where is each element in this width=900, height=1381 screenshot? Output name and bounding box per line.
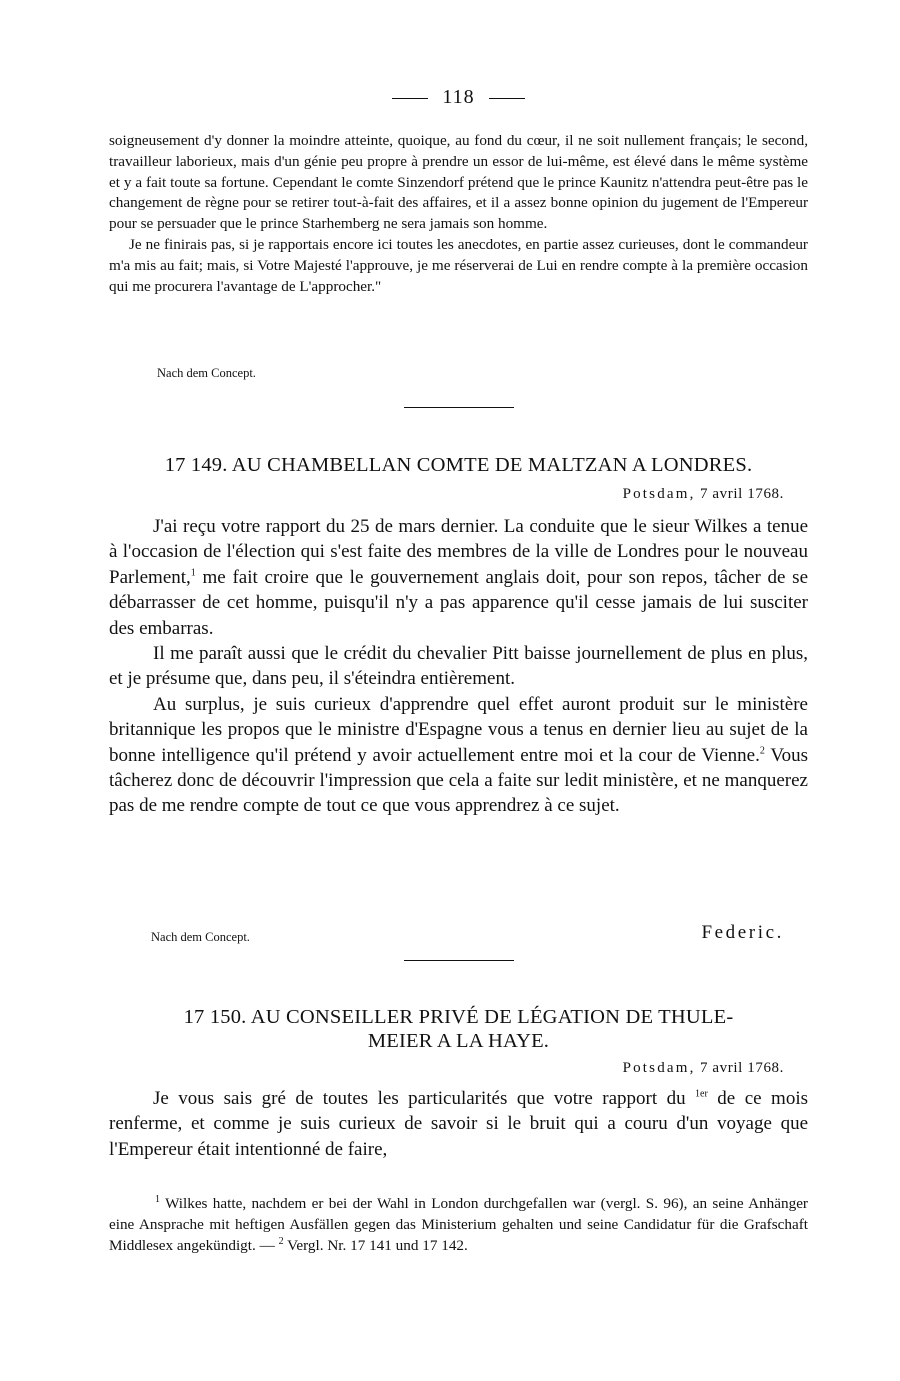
letter-17150-paragraph-1-text: Je vous sais gré de toutes les particularités que votre rapport du: [153, 1088, 696, 1109]
letter-17149-source-note: Nach dem Concept.: [151, 930, 250, 944]
letter-17149-title: 17 149. AU CHAMBELLAN COMTE DE MALTZAN A LONDRES.: [164, 454, 753, 476]
letter-17150-paragraph-1: [109, 1086, 808, 1162]
footnote-ref-2: 2: [759, 745, 765, 757]
letter-17149-body: [109, 514, 808, 819]
letter-17150-body: [109, 1086, 808, 1162]
letter-17149-dateline: [623, 486, 784, 503]
letter-17149-paragraph-3-text: Au surplus, je suis curieux d'apprendre quel effet auront produit sur le ministère britannique les propos que le ministre d'Espagne vous a tenus en dernier lieu au sujet de la bonne intelligence qu'il prétend y avoir actuellement entre moi et la cour de Vienne.: [109, 693, 808, 766]
footnote-1-text: Wilkes hatte, nachdem er bei der Wahl in London durchgefallen war (vergl. S. 96), an seine Anhänger eine Ansprache mit heftigen Ausfällen gegen das Ministerium gehalten und seine Candidatur für die Grafschaft Middlesex angekündigt.: [109, 1195, 808, 1254]
letter-17149-paragraph-2: Il me paraît aussi que le crédit du chevalier Pitt baisse journellement de plus en plus, et je présume que, dans peu, il s'éteindra entièrement.: [109, 643, 808, 690]
header-dash-left: [392, 98, 428, 99]
continuation-paragraph-2: Je ne finirais pas, si je rapportais encore ici toutes les anecdotes, en partie assez curieuses, dont le commandeur m'a mis au fait; mais, si Votre Majesté l'approuve, je me réserverai de Lui en rendre compte à la première occasion qui me procurera l'avantage de L'approcher.": [109, 235, 808, 295]
letter-17149-place: Potsdam,: [622, 486, 696, 502]
continuation-text: [109, 131, 808, 297]
letter-17150-date: 7 avril 1768.: [699, 1060, 784, 1076]
section-divider-2: [404, 960, 514, 961]
footnote-2-mark: 2: [278, 1235, 284, 1247]
letter-17149-signature: Federic.: [701, 922, 784, 943]
letter-17150-dateline: [623, 1060, 784, 1077]
continuation-source-note: Nach dem Concept.: [157, 366, 256, 380]
letter-17149-paragraph-3-text-cont: Vous tâcherez donc de découvrir l'impression que cela a faite sur ledit ministère, et ne manquerez pas de me rendre compte de tout ce que vous apprendrez à ce sujet.: [109, 744, 809, 817]
footnote-1: $^1$ Wilkes hatte, nachdem er bei der Wahl in London durchgefallen war (vergl. S. 96), an seine Anhänger eine Ansprache mit heftigen Ausfällen gegen das Ministerium gehalten und seine Candidatur für die Grafschaft Middlesex angekündigt. — $^2$ Vergl. Nr. 17 141 und 17 142.: [109, 1193, 808, 1254]
letter-17149-paragraph-1-text-cont: me fait croire que le gouvernement anglais doit, pour son repos, tâcher de se débarrasser de cet homme, puisqu'il n'y a pas apparence qu'il cesse jamais de lui susciter des embarras.: [109, 566, 808, 639]
section-divider-1: [404, 407, 514, 408]
letter-17150-title-line-1: 17 150. AU CONSEILLER PRIVÉ DE LÉGATION DE THULE-: [183, 1006, 734, 1028]
letter-17149-date: 7 avril 1768.: [699, 486, 784, 502]
letter-17149-paragraph-1-text: J'ai reçu votre rapport du 25 de mars dernier. La conduite que le sieur Wilkes a tenue à l'occasion de l'élection qui s'est faite des membres de la ville de Londres pour le nouveau Parlement,: [109, 516, 808, 588]
letter-17149-paragraph-1: [109, 514, 808, 641]
letter-17150-place: Potsdam,: [622, 1060, 696, 1076]
footnote-ref-1: 1: [190, 567, 196, 579]
letter-17150-paragraph-1-text-cont: de ce mois renferme, et comme je suis curieux de savoir si le bruit qui a couru d'un voyage que l'Empereur était intentionné de faire,: [109, 1088, 808, 1160]
footnote-2-text: Vergl. Nr. 17 141 und 17 142.: [287, 1236, 468, 1254]
ordinal-superscript: 1er: [695, 1088, 708, 1100]
continuation-paragraph-1: soigneusement d'y donner la moindre atteinte, quoique, au fond du cœur, il ne soit nullement français; le second, travailleur laborieux, mais d'un génie peu propre à prendre un essor de lui-même, est élevé dans le même système et y a fait toute sa fortune. Cependant le comte Sinzendorf prétend que le prince Kaunitz n'attendra peut-être pas le changement de règne pour se retirer tout-à-fait des affaires, et il a assez bonne opinion du jugement de l'Empereur pour se persuader que le prince Starhemberg ne sera jamais son homme.: [109, 132, 808, 233]
footnote-1-mark: 1: [155, 1193, 160, 1205]
header-dash-right: [489, 98, 525, 99]
page-header: [109, 86, 808, 109]
letter-17149-paragraph-3: [109, 692, 808, 819]
footnotes: [109, 1194, 808, 1256]
letter-17150-title-line-2: MEIER A LA HAYE.: [367, 1030, 550, 1052]
page-number: 118: [442, 86, 475, 108]
